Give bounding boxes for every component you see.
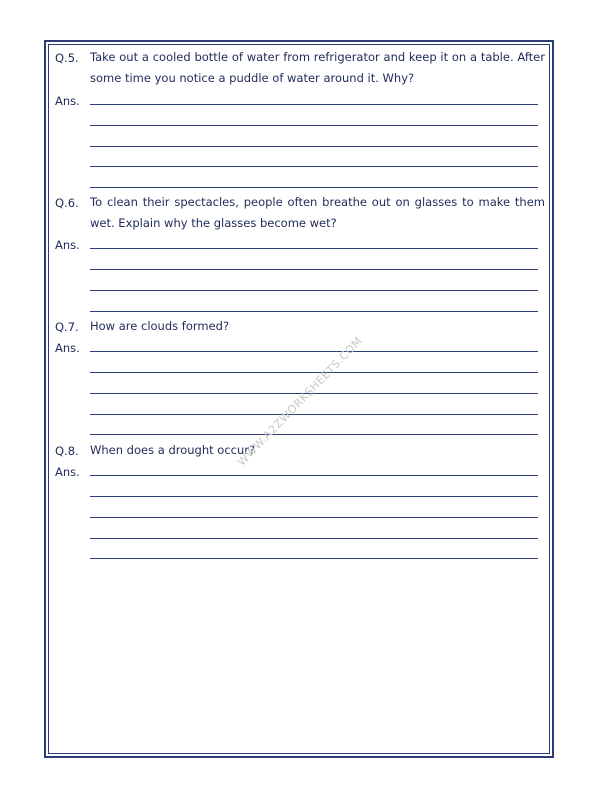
answer-line[interactable]	[90, 496, 538, 497]
answer-line[interactable]	[90, 372, 538, 373]
question-8-text: When does a drought occur?	[90, 443, 256, 457]
answer-line[interactable]	[90, 434, 538, 435]
answer-line[interactable]	[90, 351, 538, 352]
question-8-answer-label: Ans.	[55, 465, 80, 479]
answer-line[interactable]	[90, 248, 538, 249]
answer-line[interactable]	[90, 414, 538, 415]
answer-line[interactable]	[90, 125, 538, 126]
answer-line[interactable]	[90, 269, 538, 270]
question-6-answer-label: Ans.	[55, 238, 80, 252]
question-7-answer-label: Ans.	[55, 341, 80, 355]
question-5-answer-label: Ans.	[55, 94, 80, 108]
answer-line[interactable]	[90, 311, 538, 312]
question-7-text: How are clouds formed?	[90, 319, 230, 333]
question-8-number: Q.8.	[55, 444, 79, 458]
answer-line[interactable]	[90, 517, 538, 518]
answer-line[interactable]	[90, 104, 538, 105]
answer-line[interactable]	[90, 558, 538, 559]
answer-line[interactable]	[90, 290, 538, 291]
answer-line[interactable]	[90, 166, 538, 167]
answer-line[interactable]	[90, 146, 538, 147]
question-6-number: Q.6.	[55, 196, 79, 210]
question-5-text: Take out a cooled bottle of water from refrigerator and keep it on a table. After some time you notice a puddle of water around it. Why?	[90, 50, 545, 85]
question-7-number: Q.7.	[55, 320, 79, 334]
answer-line[interactable]	[90, 187, 538, 188]
watermark: WWW.A2ZWORKSHEETS.COM	[234, 334, 366, 469]
question-5-number: Q.5.	[55, 51, 79, 65]
answer-line[interactable]	[90, 475, 538, 476]
answer-line[interactable]	[90, 538, 538, 539]
question-6-text: To clean their spectacles, people often breathe out on glasses to make them wet. Explain why the glasses become wet?	[90, 195, 545, 230]
